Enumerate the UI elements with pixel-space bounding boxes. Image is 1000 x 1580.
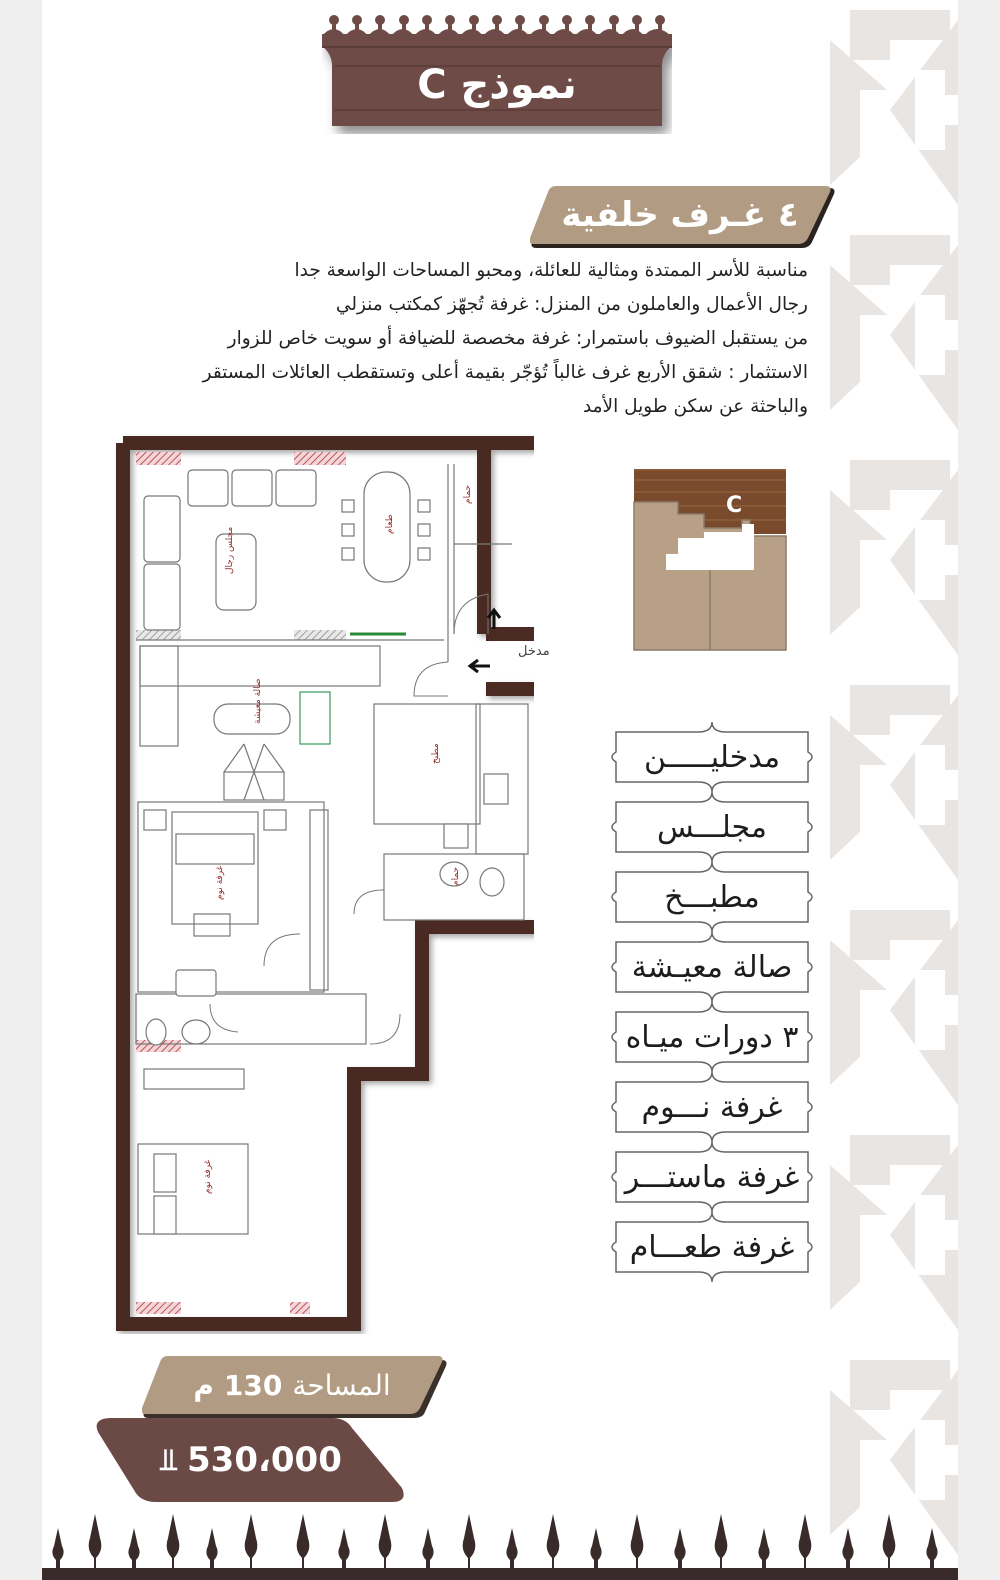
- room-label: حمام: [463, 484, 473, 504]
- feature-label: غرفة نـــوم: [641, 1089, 783, 1125]
- feature-label: مطبـــخ: [664, 879, 760, 915]
- area-value: 130: [223, 1368, 283, 1402]
- area-label: [142, 1356, 442, 1414]
- features-list: [602, 722, 822, 1282]
- mini-map-label: C: [726, 493, 743, 518]
- riyal-currency-icon: ⫫: [160, 1442, 177, 1478]
- feature-item: [602, 862, 822, 932]
- page-title: نموذج C: [417, 62, 577, 108]
- feature-label: مجلـــس: [657, 809, 767, 845]
- feature-label: غرفة ماستـــر: [624, 1159, 800, 1195]
- price-value: 530،000: [187, 1440, 342, 1480]
- floor-plan: [114, 434, 534, 1334]
- feature-label: غرفة طعـــام: [629, 1229, 795, 1265]
- description-line: رجال الأعمال والعاملون من المنزل: غرفة تُجهّز كمكتب منزلي: [335, 294, 808, 315]
- brochure-card: [42, 0, 958, 1580]
- feature-item: [602, 1212, 822, 1282]
- room-label: غرفة نوم: [215, 865, 225, 900]
- area-title: المساحة: [292, 1368, 391, 1402]
- decorative-fence-icon: [42, 1500, 958, 1580]
- entry-label: مدخل: [518, 644, 550, 659]
- price-label: [96, 1418, 406, 1502]
- feature-item: [602, 1002, 822, 1072]
- room-label: مجلس رجال: [225, 526, 235, 574]
- feature-label: ٣ دورات ميـاه: [625, 1019, 799, 1055]
- room-label: غرفة نوم: [203, 1159, 213, 1194]
- feature-item: [602, 932, 822, 1002]
- description-line: والباحثة عن سكن طويل الأمد: [582, 396, 808, 417]
- rooms-tag: ٤ غـرف خلفية: [561, 195, 799, 235]
- feature-item: [602, 792, 822, 862]
- feature-label: مدخليـــــن: [643, 739, 781, 775]
- room-label: حمام: [451, 866, 461, 886]
- feature-item: [602, 1142, 822, 1212]
- feature-item: [602, 1072, 822, 1142]
- feature-item: [602, 722, 822, 792]
- room-label: صالة معيشة: [253, 678, 263, 724]
- room-label: طعام: [385, 514, 395, 534]
- location-mini-map: [630, 466, 790, 654]
- area-unit: م: [193, 1368, 214, 1402]
- room-label: مطبخ: [431, 743, 441, 764]
- description: [112, 254, 808, 424]
- description-line: الاستثمار : شقق الأربع غرف غالباً تُؤجّر بقيمة أعلى وتستقطب العائلات المستقر: [202, 362, 808, 383]
- description-line: من يستقبل الضيوف باستمرار: غرفة مخصصة للضيافة أو سويت خاص للزوار: [227, 328, 808, 349]
- decorative-pattern-icon: [830, 0, 958, 1580]
- description-line: مناسبة للأسر الممتدة ومثالية للعائلة، ومحبو المساحات الواسعة جدا: [294, 260, 808, 281]
- feature-label: صالة معيـشة: [631, 949, 793, 985]
